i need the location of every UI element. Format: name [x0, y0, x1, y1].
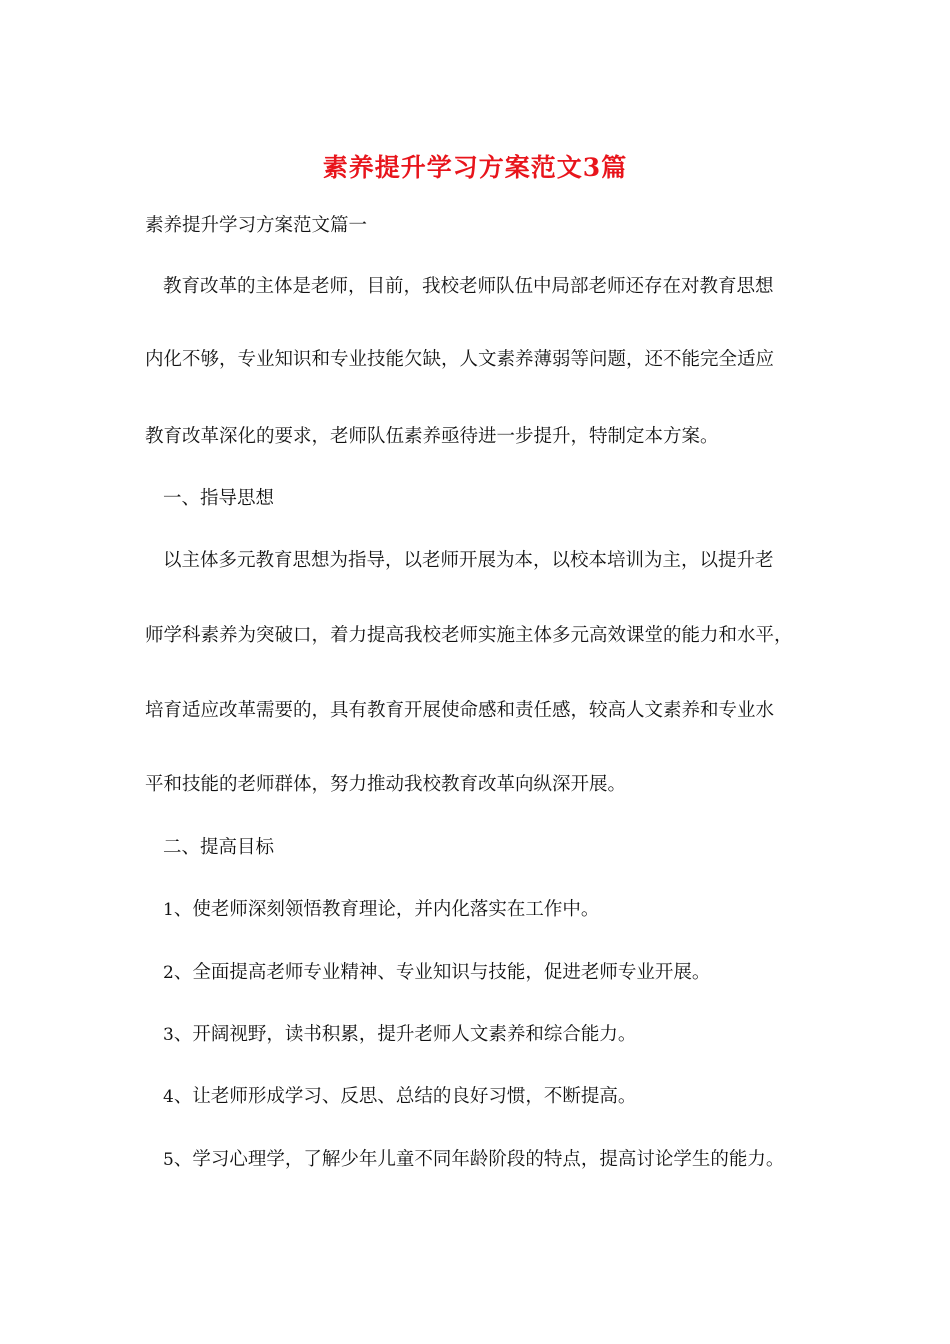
goal-text: 、使老师深刻领悟教育理论，并内化落实在工作中。 [173, 899, 600, 920]
document-title: 素养提升学习方案范文3篇 [322, 153, 628, 182]
goal-item [163, 1021, 843, 1049]
goal-number: 3 [163, 1025, 174, 1045]
section-heading-goals: 二、提高目标 [163, 837, 275, 858]
paragraph-line: 以主体多元教育思想为指导，以老师开展为本，以校本培训为主，以提升老 [163, 550, 774, 571]
paragraph-line: 平和技能的老师群体，努力推动我校教育改革向纵深开展。 [145, 774, 627, 795]
goal-item [163, 959, 843, 987]
goal-text: 、让老师形成学习、反思、总结的良好习惯，不断提高。 [173, 1086, 637, 1107]
paragraph-line: 培育适应改革需要的，具有教育开展使命感和责任感，较高人文素养和专业水 [145, 700, 775, 721]
paragraph-line: 师学科素养为突破口，着力提高我校老师实施主体多元高效课堂的能力和水平， [145, 625, 793, 646]
paragraph-line: 教育改革深化的要求，老师队伍素养亟待进一步提升，特制定本方案。 [145, 426, 719, 447]
section-heading-guiding-thought: 一、指导思想 [163, 488, 275, 509]
goal-item [163, 896, 843, 924]
goal-number: 5 [163, 1150, 174, 1170]
goal-number: 1 [163, 900, 174, 920]
paragraph-line: 内化不够，专业知识和专业技能欠缺，人文素养薄弱等问题，还不能完全适应 [145, 349, 775, 370]
goal-text: 、学习心理学，了解少年儿童不同年龄阶段的特点，提高讨论学生的能力。 [173, 1149, 785, 1170]
paragraph-line: 教育改革的主体是老师，目前，我校老师队伍中局部老师还存在对教育思想 [163, 276, 774, 297]
goal-text: 、开阔视野，读书积累，提升老师人文素养和综合能力。 [173, 1024, 637, 1045]
goal-number: 4 [163, 1087, 174, 1107]
goal-item [163, 1083, 843, 1111]
goal-item [163, 1146, 843, 1174]
document-subtitle: 素养提升学习方案范文篇一 [145, 215, 368, 236]
goal-number: 2 [163, 963, 174, 983]
goal-text: 、全面提高老师专业精神、专业知识与技能，促进老师专业开展。 [173, 962, 711, 983]
